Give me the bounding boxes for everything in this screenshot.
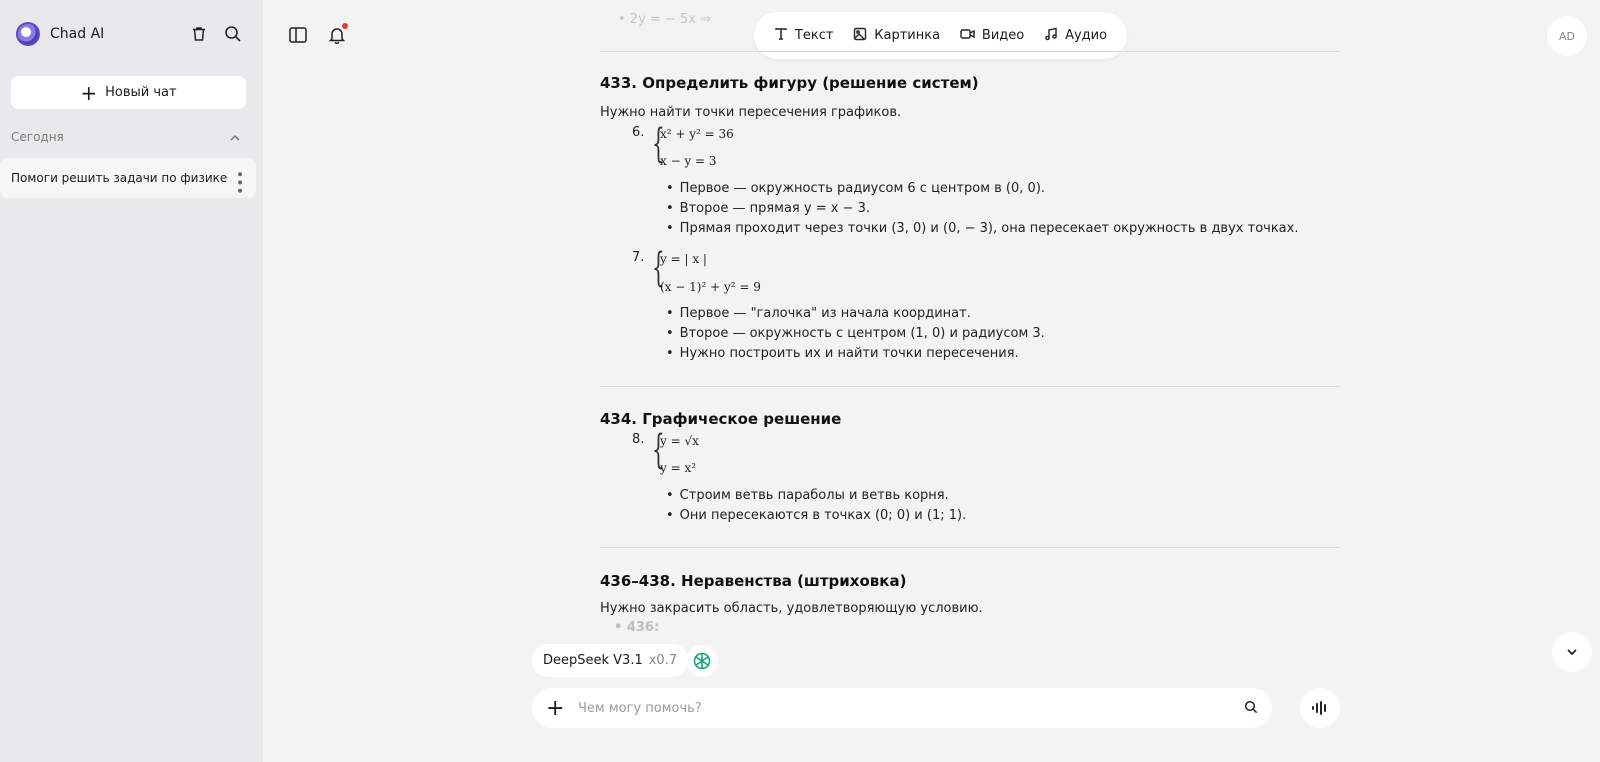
search-icon[interactable] — [223, 24, 243, 44]
chat-title: Помоги решить задачи по физике — [11, 171, 228, 185]
model-selector[interactable] — [532, 644, 688, 677]
mode-text-label: Текст — [794, 28, 834, 43]
text-icon — [774, 27, 788, 45]
mode-video[interactable] — [960, 27, 1024, 45]
main-area — [263, 0, 1600, 762]
equation: x² + y² = 36 — [660, 127, 734, 141]
divider — [600, 547, 1340, 548]
list-item: • Первое — "галочка" из начала координат. — [666, 306, 971, 321]
list-item: • Строим ветвь параболы и ветвь корня. — [666, 488, 949, 503]
faded-list-item: • 436: — [614, 620, 660, 635]
divider — [600, 51, 1340, 52]
openai-model-icon[interactable] — [686, 645, 718, 677]
list-item: • Они пересекаются в точках (0; 0) и (1; 1). — [666, 508, 966, 523]
message-input[interactable] — [578, 701, 1244, 716]
sidebar-toggle-icon[interactable] — [287, 24, 309, 46]
equation: x − y = 3 — [660, 154, 717, 168]
mode-video-label: Видео — [981, 28, 1025, 43]
section-433-intro: Нужно найти точки пересечения графиков. — [600, 105, 902, 120]
brand[interactable] — [16, 22, 104, 46]
list-item: • Нужно построить их и найти точки пересечения. — [666, 346, 1019, 361]
section-label-today: Сегодня — [11, 130, 64, 144]
chad-ai-logo — [16, 22, 40, 46]
item-number: 6. — [632, 125, 645, 140]
notification-dot — [341, 22, 349, 30]
message-composer — [532, 688, 1272, 728]
section-436-title: 436–438. Неравенства (штриховка) — [600, 572, 907, 590]
mode-audio-label: Аудио — [1065, 28, 1108, 43]
section-434-title: 434. Графическое решение — [600, 410, 842, 428]
chevron-down-icon — [1565, 645, 1579, 659]
model-name: DeepSeek V3.1 — [543, 653, 643, 668]
model-multiplier: x0.7 — [648, 653, 678, 668]
list-item: • Первое — окружность радиусом 6 с центром в (0, 0). — [666, 181, 1045, 196]
list-item: • Второе — окружность с центром (1, 0) и радиусом 3. — [666, 326, 1045, 341]
mode-image-label: Картинка — [874, 28, 941, 43]
sidebar — [0, 0, 263, 762]
list-item: • Прямая проходит через точки (3, 0) и (0, − 3), она пересекает окружность в двух точках. — [666, 221, 1298, 236]
search-icon[interactable] — [1244, 699, 1258, 718]
scroll-to-bottom-button[interactable] — [1552, 632, 1592, 672]
list-item: • Второе — прямая y = x − 3. — [666, 201, 870, 216]
equation: y = | x | — [660, 252, 707, 266]
equation: (x − 1)² + y² = 9 — [660, 280, 761, 294]
more-options-icon[interactable]: ••• — [231, 170, 247, 195]
system-brace: { — [652, 245, 665, 291]
music-note-icon — [1044, 27, 1058, 45]
item-number: 8. — [632, 432, 645, 447]
waveform-icon — [1311, 700, 1329, 716]
plus-icon: + — [80, 80, 98, 105]
faded-previous-line: • 2y = − 5x ⇒ — [618, 12, 711, 27]
brand-name: Chad AI — [50, 26, 105, 42]
system-brace: { — [652, 121, 665, 167]
voice-input-button[interactable] — [1300, 688, 1340, 728]
system-brace: { — [652, 427, 665, 473]
chat-list-item[interactable] — [0, 158, 256, 198]
section-433-title: 433. Определить фигуру (решение систем) — [600, 74, 979, 92]
section-436-intro: Нужно закрасить область, удовлетворяющую условию. — [600, 601, 983, 616]
item-number: 7. — [632, 250, 645, 265]
mode-image[interactable] — [853, 27, 940, 45]
attach-plus-icon[interactable]: + — [546, 695, 565, 721]
chevron-up-icon[interactable] — [228, 130, 244, 146]
mode-audio[interactable] — [1044, 27, 1107, 45]
trash-icon[interactable] — [189, 24, 209, 44]
equation: y = √x — [660, 434, 699, 448]
notification-bell-icon[interactable] — [326, 24, 348, 46]
equation: y = x² — [660, 461, 697, 475]
video-icon — [960, 27, 975, 45]
divider — [600, 386, 1340, 387]
user-avatar[interactable]: AD — [1547, 16, 1587, 56]
mode-text[interactable] — [774, 27, 834, 45]
new-chat-label: Новый чат — [105, 85, 177, 100]
image-icon — [853, 27, 867, 45]
new-chat-button[interactable] — [11, 76, 246, 109]
